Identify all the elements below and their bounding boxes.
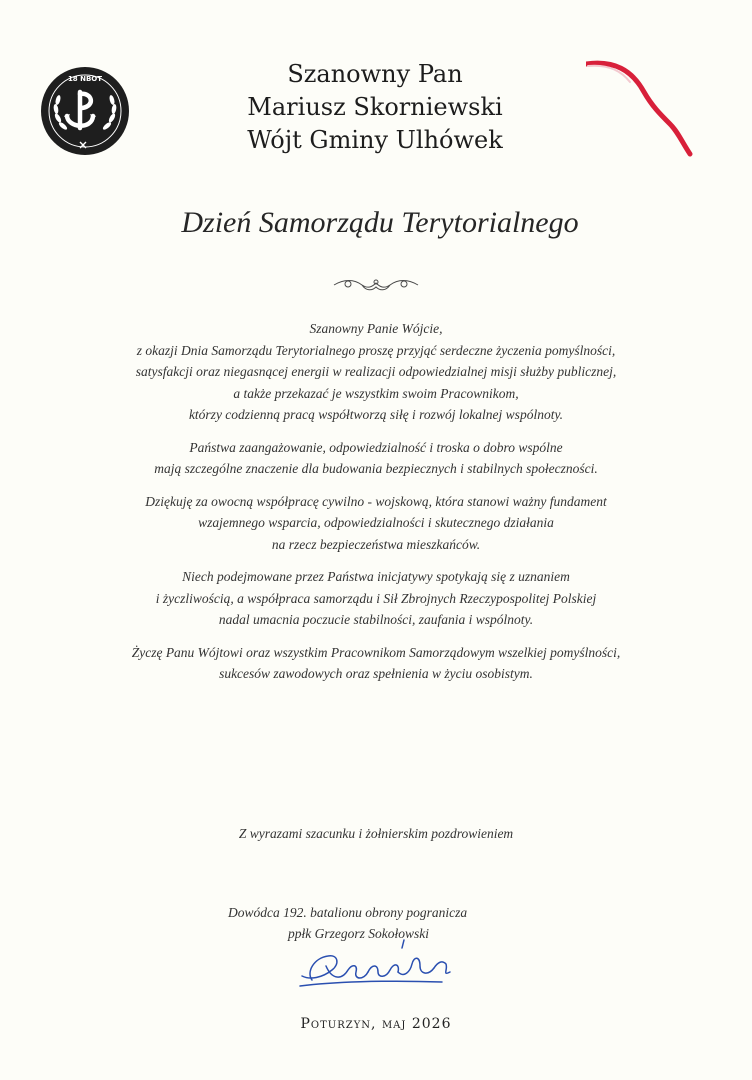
letter-closing: Z wyrazami szacunku i żołnierskim pozdrowieniem [238, 826, 514, 841]
recipient-title: Wójt Gminy Ulhówek [247, 126, 503, 154]
handwritten-signature [292, 936, 462, 994]
flag-ribbon-icon [586, 58, 696, 158]
place-date: Poturzyn, maj 2026 [300, 1016, 452, 1032]
letter-paragraph-3 [60, 491, 692, 556]
ornament-divider-icon [332, 275, 420, 295]
paragraph-line: satysfakcji oraz niegasnącej energii w realizacji odpowiedzialnej misji służby publicznej, [135, 364, 617, 379]
paragraph-line: na rzecz bezpieczeństwa mieszkańców. [271, 536, 481, 552]
recipient-salutation: Szanowny Pan [287, 60, 463, 88]
paragraph-line: wzajemnego wsparcia, odpowiedzialności i skutecznego działania [198, 515, 554, 530]
letter-paragraph-1 [60, 340, 692, 426]
letter-paragraph-2 [60, 437, 692, 480]
signatory-name: ppłk Grzegorz Sokołowski [288, 926, 429, 941]
letter-greeting: Szanowny Panie Wójcie, [309, 321, 443, 336]
signatory-position: Dowódca 192. batalionu obrony pogranicza [228, 905, 468, 920]
paragraph-line: Państwa zaangażowanie, odpowiedzialność i troska o dobro wspólne [189, 439, 563, 455]
paragraph-line: Dziękuję za owocną współpracę cywilno - wojskową, która stanowi ważny fundament [145, 493, 607, 509]
paragraph-line: nadal umacnia poczucie stabilności, zaufania i wspólnoty. [218, 612, 534, 627]
paragraph-line: a także przekazać je wszystkim swoim Pracownikom, [233, 385, 519, 401]
paragraph-line: i życzliwością, a współpraca samorządu i Sił Zbrojnych Rzeczypospolitej Polskiej [155, 590, 597, 606]
letter-paragraph-5 [60, 642, 692, 685]
paragraph-line: którzy codzienną pracą współtworzą siłę i rozwój lokalnej wspólnoty. [188, 407, 564, 422]
paragraph-line: z okazji Dnia Samorządu Terytorialnego proszę przyjąć serdeczne życzenia pomyślności, [136, 342, 616, 358]
page-title: Dzień Samorządu Terytorialnego [181, 206, 579, 239]
recipient-block [230, 58, 520, 157]
recipient-name: Mariusz Skorniewski [247, 93, 503, 121]
paragraph-line: Niech podejmowane przez Państwa inicjatywy spotykają się z uznaniem [182, 569, 570, 584]
letter-paragraph-4 [60, 566, 692, 631]
kotwica-emblem-icon [40, 66, 130, 156]
letter-body [60, 318, 692, 696]
paragraph-line: Życzę Panu Wójtowi oraz wszystkim Pracownikom Samorządowym wszelkiej pomyślności, [131, 644, 621, 660]
paragraph-line: sukcesów zawodowych oraz spełnienia w życiu osobistym. [219, 666, 533, 681]
paragraph-line: mają szczególne znaczenie dla budowania bezpiecznych i stabilnych społeczności. [154, 461, 598, 476]
emblem-text: 18 NBOT [67, 75, 103, 83]
